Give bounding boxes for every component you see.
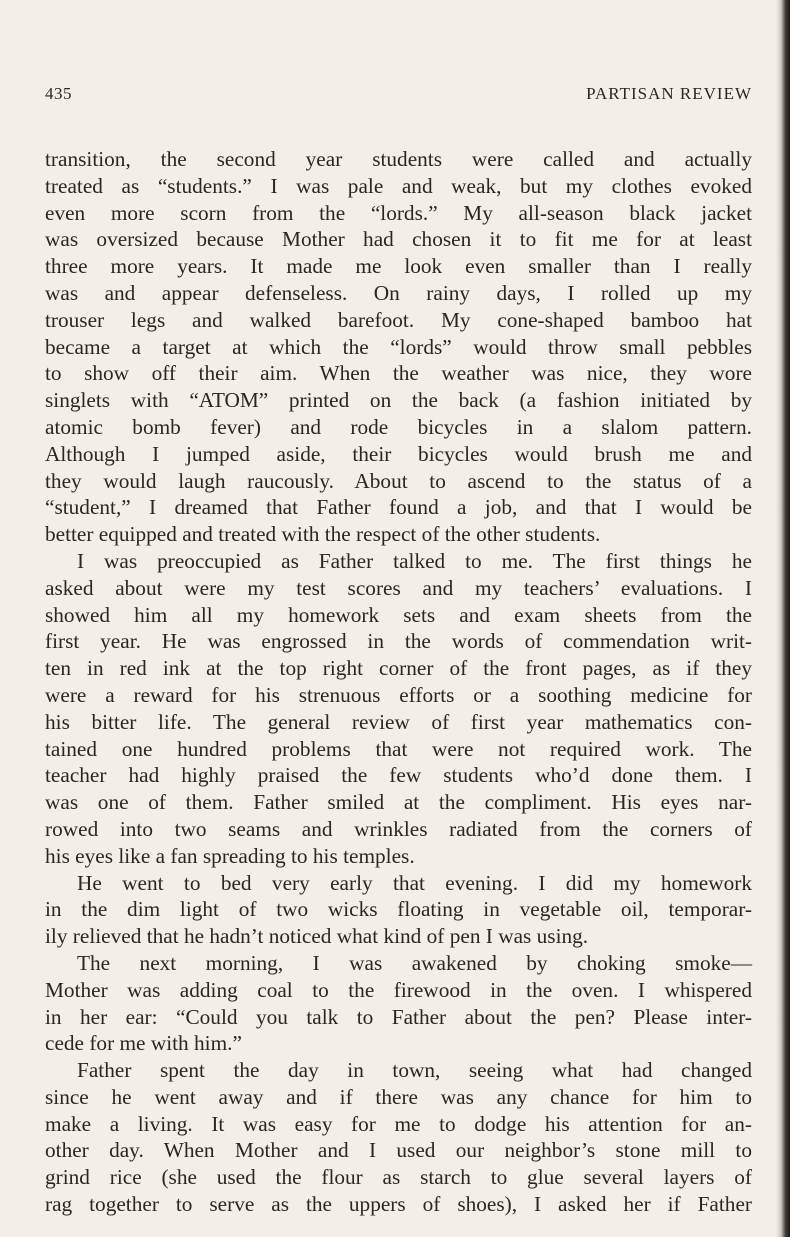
text-line: showed him all my homework sets and exam sheets from the	[45, 602, 752, 627]
text-line: ily relieved that he hadn’t noticed what kind of pen I was using.	[45, 924, 589, 949]
text-line: became a target at which the “lords” would throw small pebbles	[45, 334, 752, 359]
text-line: they would laugh raucously. About to ascend to the status of a	[45, 468, 752, 493]
text-line: trouser legs and walked barefoot. My cone-shaped bamboo hat	[45, 307, 752, 332]
text-line: rowed into two seams and wrinkles radiated from the corners of	[45, 816, 752, 841]
text-line: The next morning, I was awakened by choking smoke—	[77, 950, 752, 975]
paragraph	[45, 146, 752, 548]
text-line: make a living. It was easy for me to dodge his attention for an-	[45, 1111, 752, 1136]
page-number: 435	[45, 84, 72, 103]
text-line: three more years. It made me look even smaller than I really	[45, 254, 752, 279]
paragraph	[45, 1057, 752, 1218]
text-line: asked about were my test scores and my teachers’ evaluations. I	[45, 575, 752, 600]
text-line: treated as “students.” I was pale and weak, but my clothes evoked	[45, 173, 752, 198]
book-binding-edge	[776, 0, 790, 1237]
text-line: rag together to serve as the uppers of shoes), I asked her if Father	[45, 1192, 752, 1217]
text-line: cede for me with him.”	[45, 1031, 242, 1056]
text-line: Mother was adding coal to the firewood in the oven. I whispered	[45, 977, 752, 1002]
text-line: He went to bed very early that evening. I did my homework	[77, 870, 752, 895]
text-line: was oversized because Mother had chosen it to fit me for at least	[45, 227, 752, 252]
text-line: teacher had highly praised the few students who’d done them. I	[45, 763, 752, 788]
text-line: ten in red ink at the top right corner of the front pages, as if they	[45, 656, 752, 681]
text-line: even more scorn from the “lords.” My all-season black jacket	[45, 200, 752, 225]
text-line: first year. He was engrossed in the words of commendation writ-	[45, 629, 752, 654]
paragraph	[45, 870, 752, 950]
running-head: PARTISAN REVIEW	[586, 84, 752, 103]
text-line: atomic bomb fever) and rode bicycles in a slalom pattern.	[45, 414, 752, 439]
paragraph	[45, 950, 752, 1057]
text-line: other day. When Mother and I used our neighbor’s stone mill to	[45, 1138, 752, 1163]
text-line: were a reward for his strenuous efforts or a soothing medicine for	[45, 682, 752, 707]
text-line: his eyes like a fan spreading to his temples.	[45, 843, 415, 868]
text-line: Father spent the day in town, seeing what had changed	[77, 1058, 752, 1083]
text-line: since he went away and if there was any chance for him to	[45, 1084, 752, 1109]
paragraph	[45, 548, 752, 870]
text-line: “student,” I dreamed that Father found a job, and that I would be	[45, 495, 752, 520]
text-line: grind rice (she used the flour as starch to glue several layers of	[45, 1165, 752, 1190]
body-text	[45, 146, 752, 1218]
text-line: his bitter life. The general review of first year mathematics con-	[45, 709, 752, 734]
text-line: to show off their aim. When the weather was nice, they wore	[45, 361, 752, 386]
text-line: I was preoccupied as Father talked to me. The first things he	[77, 548, 752, 573]
text-line: tained one hundred problems that were not required work. The	[45, 736, 752, 761]
text-line: transition, the second year students were called and actually	[45, 147, 752, 171]
text-line: Although I jumped aside, their bicycles would brush me and	[45, 441, 752, 466]
text-line: in the dim light of two wicks floating in vegetable oil, temporar-	[45, 897, 752, 922]
text-line: singlets with “ATOM” printed on the back (a fashion initiated by	[45, 388, 752, 413]
text-line: in her ear: “Could you talk to Father about the pen? Please inter-	[45, 1004, 752, 1029]
text-line: was one of them. Father smiled at the compliment. His eyes nar-	[45, 790, 752, 815]
text-line: better equipped and treated with the respect of the other students.	[45, 522, 601, 547]
text-line: was and appear defenseless. On rainy days, I rolled up my	[45, 280, 752, 305]
